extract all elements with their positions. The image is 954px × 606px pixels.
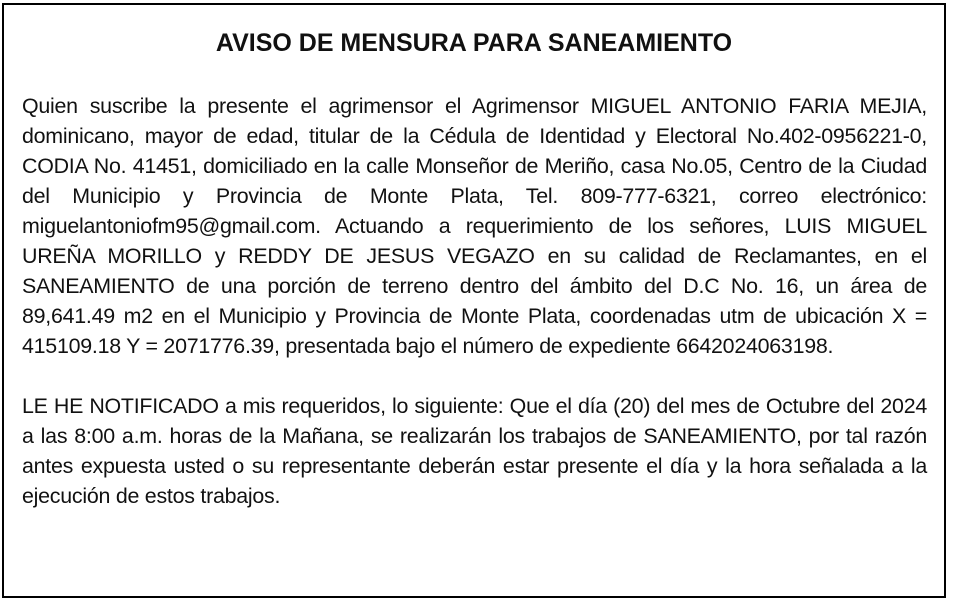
notice-paragraph-2: LE HE NOTIFICADO a mis requeridos, lo siguiente: Que el día (20) del mes de Octubre del 2024 a las 8:00 a.m. horas de la Mañana, se realizarán los trabajos de SANEAMIENTO, por tal razón antes expuesta usted o su representante deberán estar presente el día y la hora señalada a la ejecución de estos trabajos. xyxy=(22,394,927,508)
notice-body xyxy=(22,91,927,511)
notice-paragraph-1: Quien suscribe la presente el agrimensor el Agrimensor MIGUEL ANTONIO FARIA MEJIA, dominicano, mayor de edad, titular de la Cédula de Identidad y Electoral No.402-0956221-0, CODIA No. 41451, domiciliado en la calle Monseñor de Meriño, casa No.05, Centro de la Ciudad del Municipio y Provincia de Monte Plata, Tel. 809-777-6321, correo electrónico: miguelantoniofm95@gmail.com. Actuando a requerimiento de los señores, LUIS MIGUEL UREÑA MORILLO y REDDY DE JESUS VEGAZO en su calidad de Reclamantes, en el SANEAMIENTO de una porción de terreno dentro del ámbito del D.C No. 16, un área de 89,641.49 m2 en el Municipio y Provincia de Monte Plata, coordenadas utm de ubicación X = 415109.18 Y = 2071776.39, presentada bajo el número de expediente 6642024063198. xyxy=(22,94,927,358)
notice-title: AVISO DE MENSURA PARA SANEAMIENTO xyxy=(215,29,733,57)
notice-box xyxy=(2,3,946,598)
